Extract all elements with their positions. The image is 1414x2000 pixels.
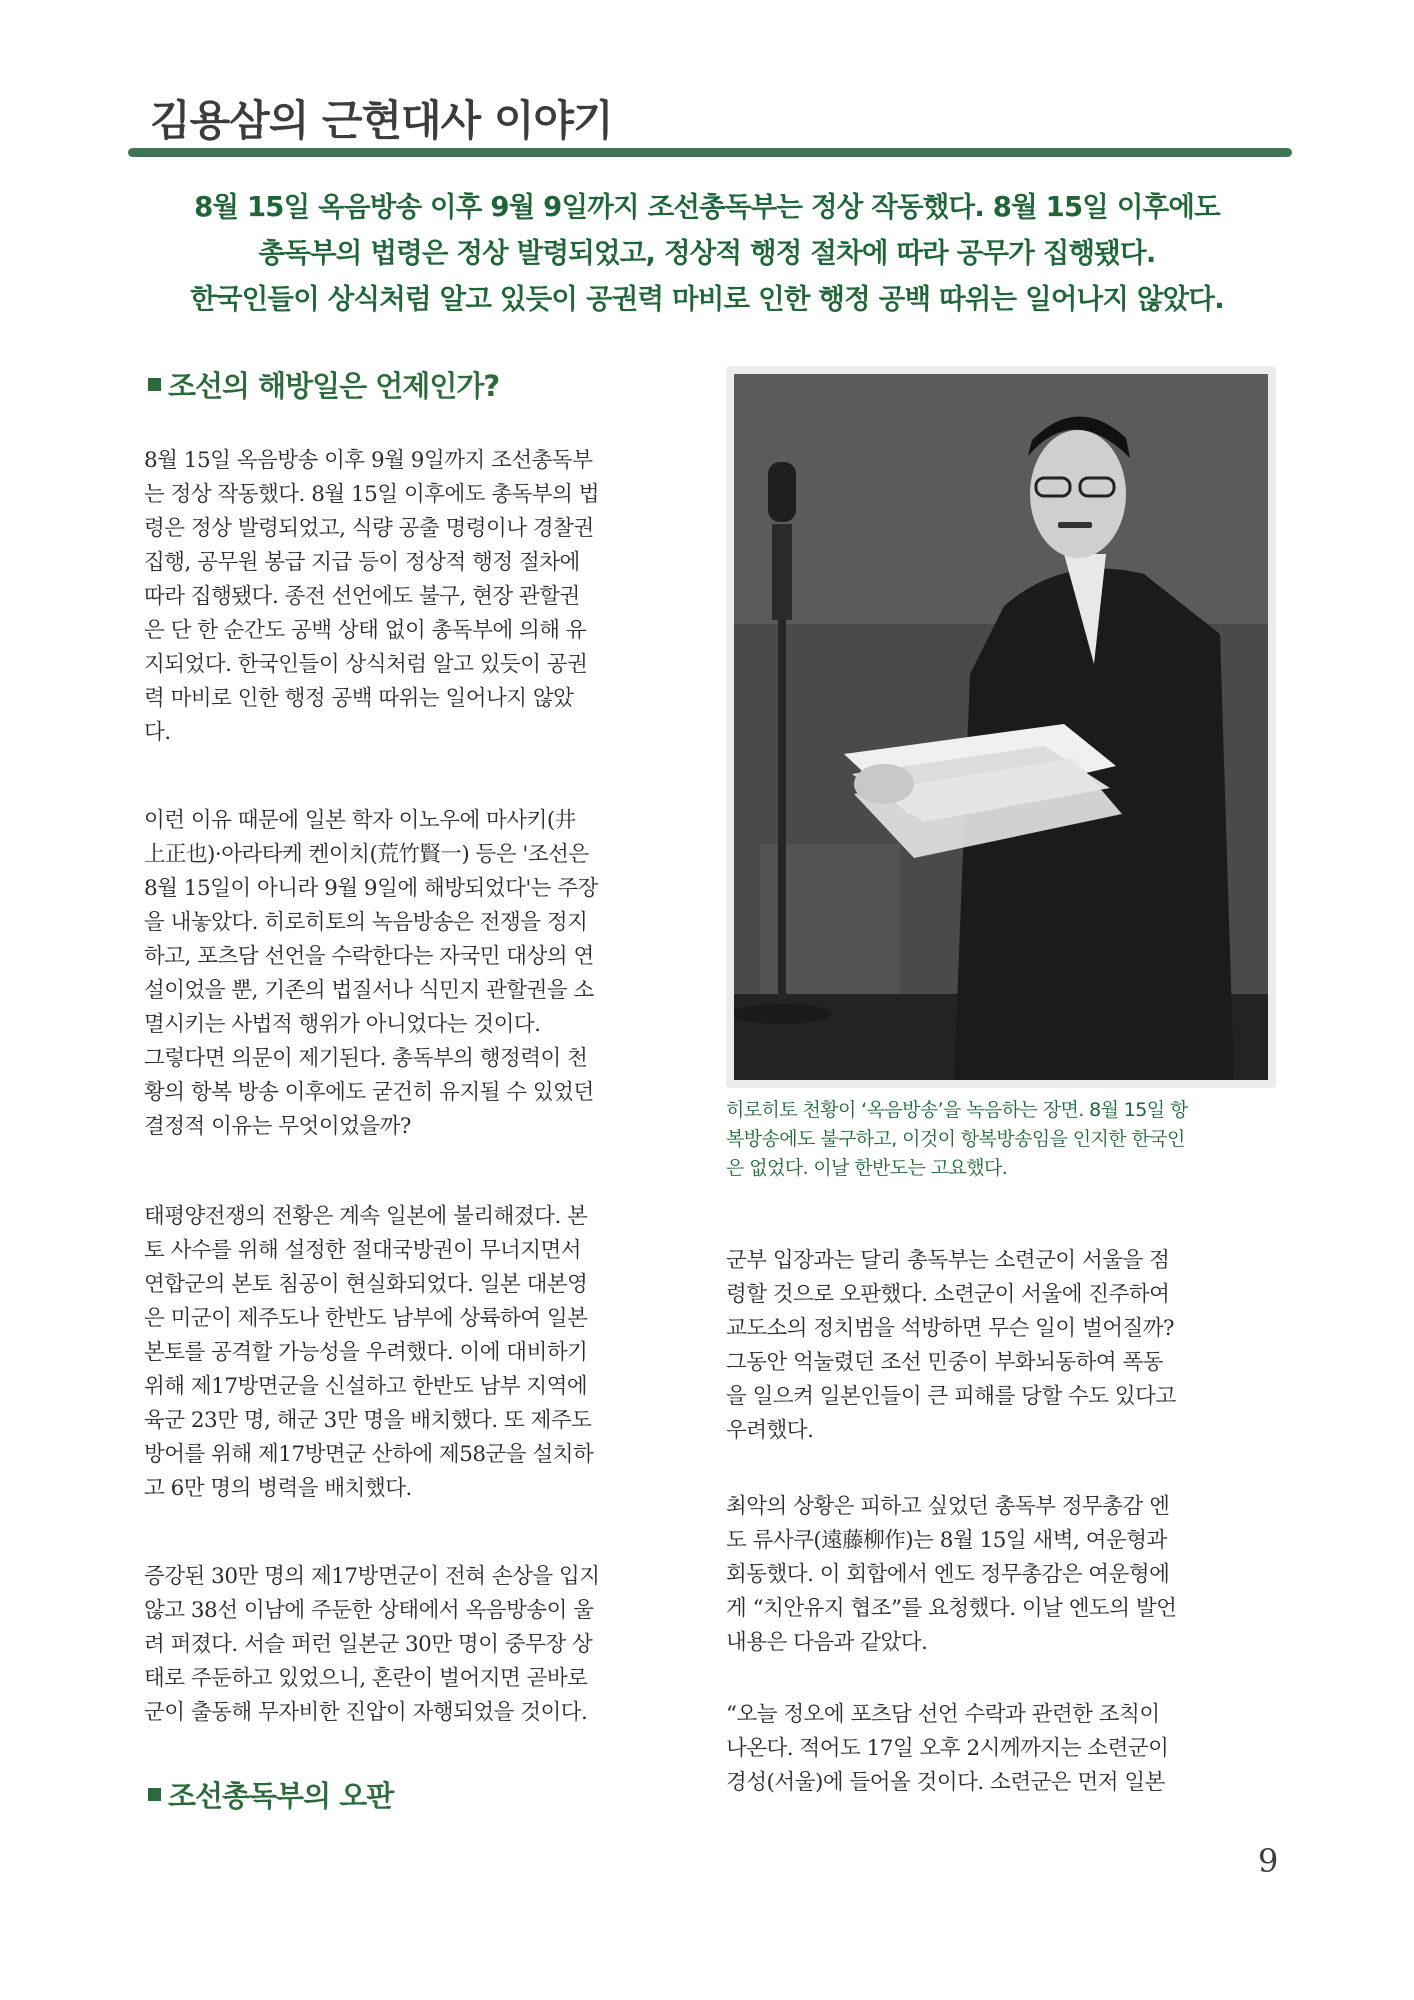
square-bullet-icon xyxy=(148,378,161,391)
series-title: 김용삼의 근현대사 이야기 xyxy=(150,96,613,145)
body-paragraph: “오늘 정오에 포츠담 선언 수락과 관련한 조칙이 나온다. 적어도 17일 오후 2시께까지는 소련군이 경성(서울)에 들어올 것이다. 소련군은 먼저 일본 xyxy=(726,1702,1169,1795)
photo-caption: 히로히토 천황이 ‘옥음방송’을 녹음하는 장면. 8월 15일 항 복방송에도 불구하고, 이것이 항복방송임을 인지한 한국인 은 없었다. 이날 한반도는 고요했다. xyxy=(726,1099,1188,1179)
broadcast-photo xyxy=(734,374,1268,1080)
page-number: 9 xyxy=(1258,1842,1279,1880)
body-paragraph: 군부 입장과는 달리 총독부는 소련군이 서울을 점 령할 것으로 오판했다. 소련군이 서울에 진주하여 교도소의 정치범을 석방하면 무슨 일이 벌어질까? 그동안 억눌렸던 조선 민중이 부화뇌동하여 폭동 을 일으켜 일본인들이 큰 피해를 당할 수도 있다고 우려했다. xyxy=(726,1248,1176,1443)
square-bullet-icon xyxy=(148,1788,161,1801)
lead-line: 한국인들이 상식처럼 알고 있듯이 공권력 마비로 인한 행정 공백 따위는 일어나지 않았다. xyxy=(190,283,1224,315)
photo-frame xyxy=(726,366,1276,1088)
microphone-icon xyxy=(768,462,796,522)
lead-line: 총독부의 법령은 정상 발령되었고, 정상적 행정 절차에 따라 공무가 집행됐다. xyxy=(258,237,1156,269)
title-rule xyxy=(128,148,1292,157)
body-paragraph: 증강된 30만 명의 제17방면군이 전혀 손상을 입지 않고 38선 이남에 주둔한 상태에서 옥음방송이 울 려 퍼졌다. 서슬 퍼런 일본군 30만 명이 중무장 상 태로 주둔하고 있었으니, 혼란이 벌어지면 곧바로 군이 출동해 무자비한 진압이 자행되었을 것이다. xyxy=(144,1564,600,1725)
section-heading-liberation-day: 조선의 해방일은 언제인가? xyxy=(148,364,499,405)
body-paragraph: 이런 이유 때문에 일본 학자 이노우에 마사키(井 上正也)·아라타케 켄이치(荒竹賢一) 등은 '조선은 8월 15일이 아니라 9월 9일에 해방되었다'는 주장 을 내놓았다. 히로히토의 녹음방송은 전쟁을 정지 하고, 포츠담 선언을 수락한다는 자국민 대상의 연 설이었을 뿐, 기존의 법질서나 식민지 관할권을 소 멸시키는 사법적 행위가 아니었다는 것이다. 그렇다면 의문이 제기된다. 총독부의 행정력이 천 황의 항복 방송 이후에도 굳건히 유지될 수 있었던 결정적 이유는 무엇이었을까? xyxy=(144,808,598,1139)
lead-summary xyxy=(130,184,1284,322)
body-paragraph: 8월 15일 옥음방송 이후 9월 9일까지 조선총독부 는 정상 작동했다. 8월 15일 이후에도 총독부의 법 령은 정상 발령되었고, 식량 공출 명령이나 경찰권 집행, 공무원 봉급 지급 등이 정상적 행정 절차에 따라 집행됐다. 종전 선언에도 불구, 현장 관할권 은 단 한 순간도 공백 상태 없이 총독부에 의해 유 지되었다. 한국인들이 상식처럼 알고 있듯이 공권 력 마비로 인한 행정 공백 따위는 일어나지 않았 다. xyxy=(144,448,600,745)
lead-line: 8월 15일 옥음방송 이후 9월 9일까지 조선총독부는 정상 작동했다. 8월 15일 이후에도 xyxy=(194,191,1220,223)
broadcast-photo-illustration xyxy=(734,374,1268,1080)
figure-hand xyxy=(854,764,914,804)
section-heading-governor-misjudgment: 조선총독부의 오판 xyxy=(148,1774,393,1815)
body-paragraph: 태평양전쟁의 전황은 계속 일본에 불리해졌다. 본 토 사수를 위해 설정한 절대국방권이 무너지면서 연합군의 본토 침공이 현실화되었다. 일본 대본영 은 미군이 제주도나 한반도 남부에 상륙하여 일본 본토를 공격할 가능성을 우려했다. 이에 대비하기 위해 제17방면군을 신설하고 한반도 남부 지역에 육군 23만 명, 해군 3만 명을 배치했다. 또 제주도 방어를 위해 제17방면군 산하에 제58군을 설치하 고 6만 명의 병력을 배치했다. xyxy=(144,1204,594,1501)
body-paragraph: 최악의 상황은 피하고 싶었던 총독부 정무총감 엔 도 류사쿠(遠藤柳作)는 8월 15일 새벽, 여운형과 회동했다. 이 회합에서 엔도 정무총감은 여운형에 게 “치안유지 협조”를 요청했다. 이날 엔도의 발언 내용은 다음과 같았다. xyxy=(726,1494,1177,1655)
